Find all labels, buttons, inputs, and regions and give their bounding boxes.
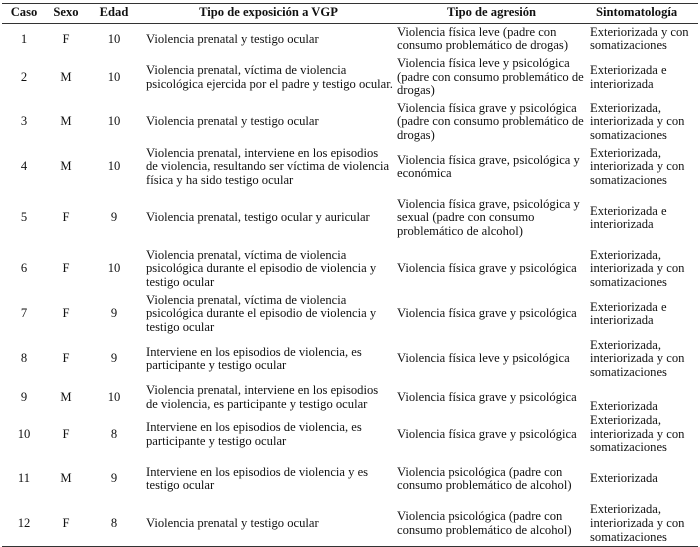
cell-edad: 10 [107, 114, 121, 129]
header-exposicion: Tipo de exposición a VGP [199, 5, 338, 19]
cell-agresion: Violencia física grave y psicológica [397, 389, 577, 404]
cell-caso: 1 [20, 31, 28, 46]
cell-agresion: Violencia física grave, psicológica y sexual (padre con consumo problemático de alcohol) [397, 196, 580, 238]
cell-agresion: Violencia física grave, psicológica y económica [397, 152, 580, 181]
cell-sintomatologia: Exteriorizada, interiorizada y con somatizaciones [590, 502, 685, 544]
cell-sintomatologia: Exteriorizada, interiorizada y con somatizaciones [590, 337, 685, 379]
table-row [2, 55, 698, 100]
cell-caso: 5 [20, 210, 28, 225]
cell-sexo: F [62, 516, 70, 531]
cell-edad: 9 [110, 306, 118, 321]
cell-exposicion: Violencia prenatal y testigo ocular [146, 114, 319, 129]
header-caso: Caso [10, 5, 38, 19]
header-sexo: Sexo [53, 5, 79, 19]
cases-table [2, 3, 698, 547]
table-row [2, 413, 698, 456]
table-row [2, 23, 698, 55]
cell-agresion: Violencia psicológica (padre con consumo problemático de alcohol) [397, 509, 572, 537]
cell-sintomatologia: Exteriorizada y con somatizaciones [590, 24, 689, 53]
cell-agresion: Violencia física grave y psicológica [397, 426, 577, 441]
cell-exposicion: Violencia prenatal y testigo ocular [146, 516, 319, 531]
cell-sintomatologia: Exteriorizada e interiorizada [590, 63, 667, 91]
table-row [2, 336, 698, 382]
cell-caso: 3 [20, 114, 28, 129]
cell-agresion: Violencia física grave y psicológica (padre con consumo problemático de drogas) [397, 100, 584, 142]
cell-caso: 10 [17, 426, 31, 441]
cell-agresion: Violencia física grave y psicológica [397, 306, 577, 321]
cell-edad: 8 [110, 516, 118, 531]
cell-exposicion: Interviene en los episodios de violencia y es testigo ocular [146, 464, 369, 493]
cell-edad: 9 [110, 351, 118, 366]
table-header [2, 4, 698, 24]
cell-sexo: F [62, 351, 70, 366]
cell-edad: 8 [110, 426, 118, 441]
cell-caso: 7 [20, 306, 28, 321]
cell-edad: 10 [107, 261, 121, 276]
cell-agresion: Violencia física leve y psicológica (padre con consumo problemático de drogas) [397, 56, 584, 98]
cell-exposicion: Violencia prenatal, víctima de violencia psicológica ejercida por el padre y testigo ocular. [146, 63, 393, 91]
cell-sexo: F [62, 426, 70, 441]
cell-exposicion: Interviene en los episodios de violencia, es participante y testigo ocular [146, 420, 362, 448]
cell-sexo: F [62, 306, 70, 321]
cell-caso: 2 [20, 69, 28, 84]
cell-sexo: F [62, 31, 70, 46]
cell-agresion: Violencia física grave y psicológica [397, 261, 577, 276]
cell-exposicion: Violencia prenatal y testigo ocular [146, 31, 319, 46]
cell-exposicion: Violencia prenatal, testigo ocular y auricular [146, 210, 370, 225]
table-row [2, 382, 698, 413]
cell-sintomatologia: Exteriorizada, interiorizada y con somatizaciones [590, 145, 685, 187]
cell-agresion: Violencia física leve (padre con consumo problemático de drogas) [397, 24, 569, 53]
cell-sintomatologia: Exteriorizada, interiorizada y con somatizaciones [590, 247, 685, 289]
cell-edad: 10 [107, 159, 121, 174]
table-row [2, 144, 698, 190]
table-row [2, 100, 698, 144]
cell-edad: 9 [110, 210, 118, 225]
cell-sexo: M [60, 114, 72, 129]
cell-sintomatologia: Exteriorizada e interiorizada [590, 203, 667, 232]
cell-sexo: F [62, 261, 70, 276]
cell-sexo: M [60, 389, 72, 404]
cell-sintomatologia: Exteriorizada [590, 398, 658, 413]
cell-sexo: F [62, 210, 70, 225]
table-row [2, 246, 698, 292]
cell-caso: 11 [17, 471, 31, 486]
cell-caso: 6 [20, 261, 28, 276]
cell-caso: 8 [20, 351, 28, 366]
table-row [2, 502, 698, 546]
table-row [2, 292, 698, 336]
cell-sexo: M [60, 69, 72, 84]
cases-table-container [2, 3, 698, 547]
cell-exposicion: Violencia prenatal, víctima de violencia psicológica durante el episodio de violencia y testigo ocular [146, 247, 377, 289]
cell-edad: 10 [107, 389, 121, 404]
cell-agresion: Violencia psicológica (padre con consumo problemático de alcohol) [397, 464, 572, 493]
cell-sexo: M [60, 159, 72, 174]
header-sintomatologia: Sintomatología [596, 5, 678, 19]
cell-sexo: M [60, 471, 72, 486]
table-row [2, 190, 698, 246]
cell-caso: 12 [17, 516, 31, 531]
cell-sintomatologia: Exteriorizada, interiorizada y con somatizaciones [590, 413, 685, 455]
table-row [2, 456, 698, 502]
header-row [2, 4, 698, 24]
table-body [2, 23, 698, 546]
cell-sintomatologia: Exteriorizada, interiorizada y con somatizaciones [590, 100, 685, 142]
cell-edad: 10 [107, 69, 121, 84]
header-edad: Edad [99, 5, 129, 19]
cell-sintomatologia: Exteriorizada e interiorizada [590, 299, 667, 328]
cell-exposicion: Violencia prenatal, interviene en los episodios de violencia, resultando ser víctima de violencia física y ha sido testigo ocular [146, 145, 390, 187]
cell-sintomatologia: Exteriorizada [590, 471, 658, 486]
cell-agresion: Violencia física leve y psicológica [397, 351, 570, 366]
cell-edad: 10 [107, 31, 121, 46]
cell-exposicion: Violencia prenatal, víctima de violencia psicológica durante el episodio de violencia y testigo ocular [146, 292, 377, 334]
header-agresion: Tipo de agresión [446, 5, 537, 19]
cell-caso: 4 [20, 159, 28, 174]
cell-exposicion: Violencia prenatal, interviene en los episodios de violencia, es participante y testigo ocular [146, 383, 379, 411]
cell-edad: 9 [110, 471, 118, 486]
cell-caso: 9 [20, 389, 28, 404]
cell-exposicion: Interviene en los episodios de violencia, es participante y testigo ocular [146, 344, 362, 373]
